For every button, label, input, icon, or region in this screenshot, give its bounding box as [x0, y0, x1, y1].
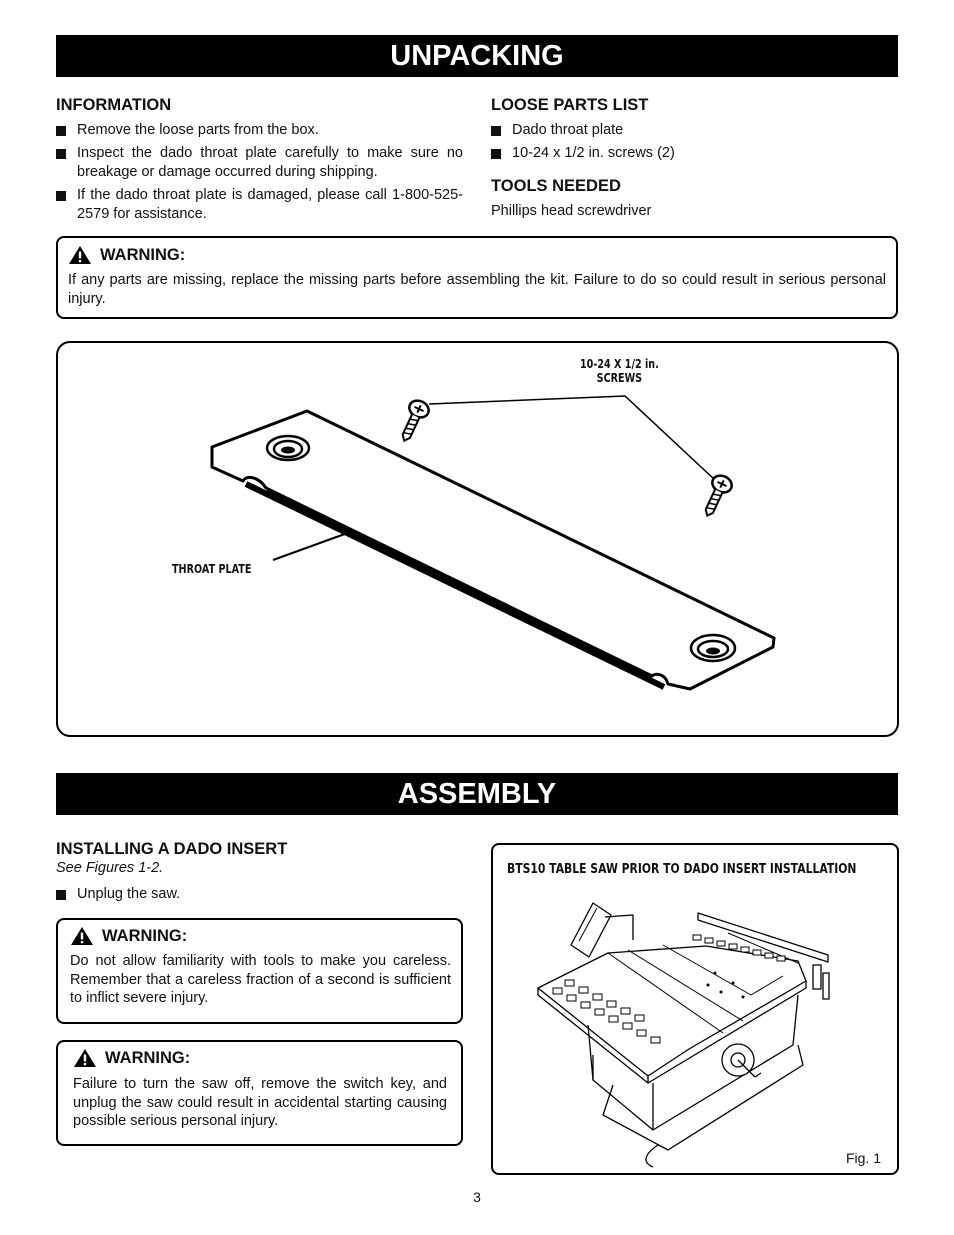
warning-header	[68, 245, 886, 265]
warning-label: WARNING:	[102, 926, 188, 945]
warning-box	[56, 1040, 463, 1146]
tools-needed-heading: TOOLS NEEDED	[491, 177, 621, 195]
warning-triangle-icon	[73, 1048, 97, 1068]
loose-parts-heading: LOOSE PARTS LIST	[491, 96, 649, 114]
list-item: Unplug the saw.	[56, 885, 463, 904]
table-saw-illustration	[493, 845, 896, 1172]
page-number: 3	[473, 1189, 481, 1205]
screw-icon	[395, 398, 431, 445]
list-item: 10-24 x 1/2 in. screws (2)	[491, 144, 891, 163]
table-saw-figure	[491, 843, 899, 1175]
throat-plate-illustration	[58, 343, 896, 734]
information-heading: INFORMATION	[56, 96, 172, 114]
bullet-icon	[56, 890, 66, 900]
warning-header	[73, 1048, 447, 1068]
warning-text: Failure to turn the saw off, remove the switch key, and unplug the saw could result in accidental starting causing possible serious personal injury.	[73, 1076, 447, 1129]
warning-header	[70, 926, 451, 946]
bullet-icon	[491, 149, 501, 159]
screw-icon	[698, 473, 734, 520]
warning-text: Do not allow familiarity with tools to make you careless. Remember that a careless fraction of a second is sufficient to inflict severe injury.	[70, 953, 451, 1006]
information-list	[56, 121, 463, 228]
bullet-icon	[56, 191, 66, 201]
figure-label: Fig. 1	[845, 1150, 881, 1166]
warning-label: WARNING:	[100, 245, 186, 264]
parts-figure	[56, 341, 899, 737]
installing-heading: INSTALLING A DADO INSERT	[56, 840, 288, 858]
warning-triangle-icon	[70, 926, 94, 946]
bullet-icon	[56, 149, 66, 159]
see-figures-note: See Figures 1-2.	[56, 860, 164, 876]
warning-box	[56, 236, 898, 319]
installing-list	[56, 885, 463, 908]
list-item: Dado throat plate	[491, 121, 891, 140]
warning-label: WARNING:	[105, 1048, 191, 1067]
bullet-icon	[56, 126, 66, 136]
screws-label: 10-24 X 1/2 in. SCREWS	[580, 357, 659, 385]
loose-parts-list	[491, 121, 891, 167]
warning-text: If any parts are missing, replace the missing parts before assembling the kit. Failure to do so could result in serious personal injury.	[68, 272, 886, 307]
tools-needed-text: Phillips head screwdriver	[491, 203, 652, 219]
figure-caption: BTS10 TABLE SAW PRIOR TO DADO INSERT INSTALLATION	[507, 861, 857, 877]
throat-plate-label: THROAT PLATE	[172, 562, 252, 576]
list-item: Inspect the dado throat plate carefully to make sure no breakage or damage occurred during shipping.	[56, 144, 463, 182]
unpacking-banner: UNPACKING	[56, 35, 898, 77]
warning-box	[56, 918, 463, 1024]
bullet-icon	[491, 126, 501, 136]
list-item: Remove the loose parts from the box.	[56, 121, 463, 140]
assembly-banner: ASSEMBLY	[56, 773, 898, 815]
warning-triangle-icon	[68, 245, 92, 265]
list-item: If the dado throat plate is damaged, please call 1-800-525-2579 for assistance.	[56, 186, 463, 224]
